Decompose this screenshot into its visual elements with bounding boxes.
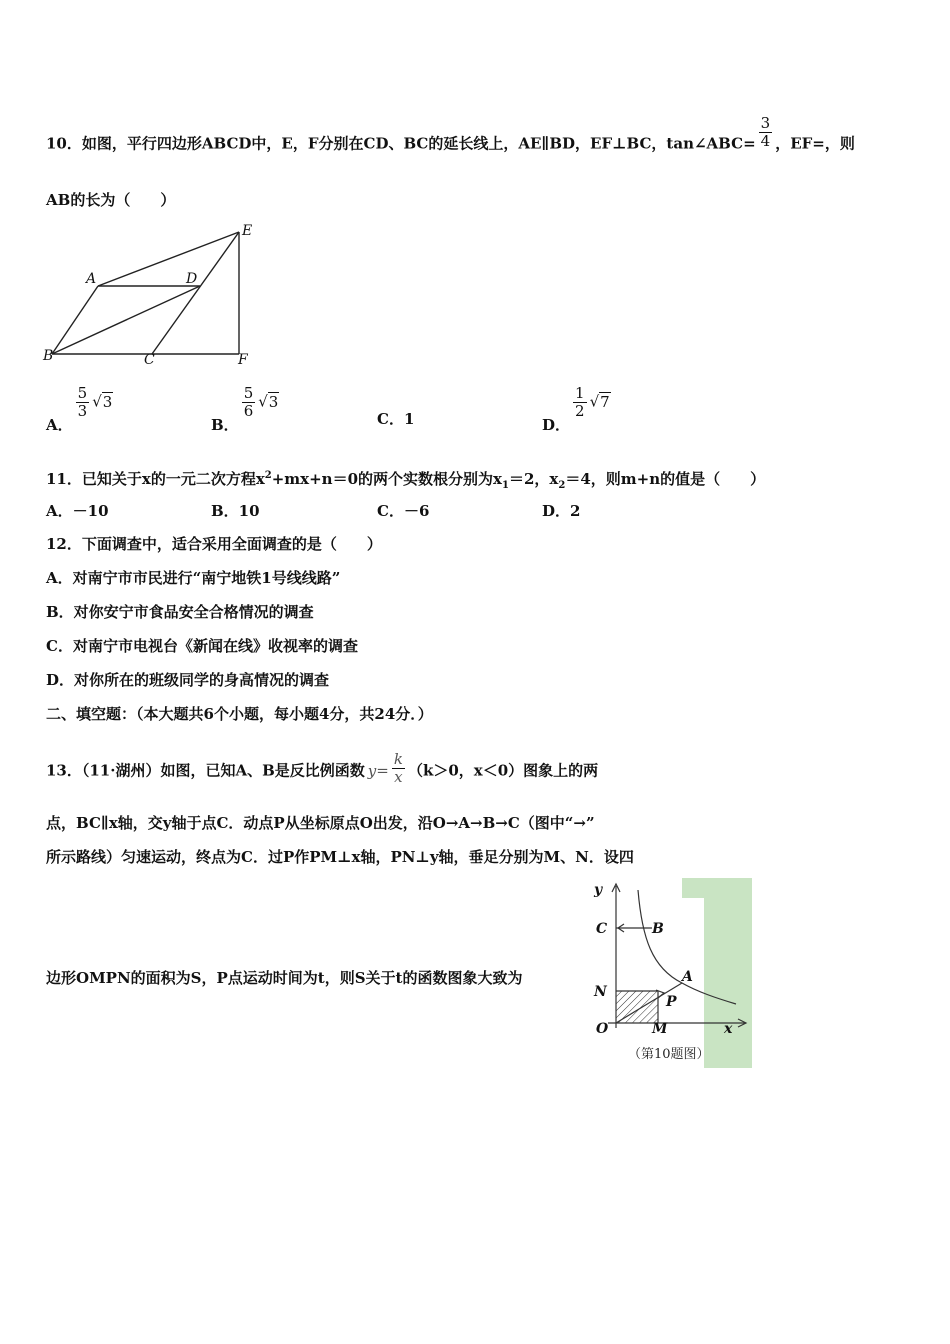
frac-num: 1 xyxy=(575,384,585,402)
section-2-heading: 二、填空题：（本大题共6个小题，每小题4分，共24分．） xyxy=(46,705,433,723)
graph-label-M: M xyxy=(652,1021,668,1037)
q13-stem-line4: 边形OMPN的面积为S，P点运动时间为t，则S关于t的函数图象大致为 xyxy=(46,969,523,987)
q10-text-a: 10．如图，平行四边形ABCD中，E，F分别在CD、BC的延长线上，AE∥BD，EF⊥BC，tan∠ABC= xyxy=(46,134,756,153)
option-label: C． xyxy=(377,410,404,428)
q10-tan-fraction xyxy=(759,115,773,150)
q12-option-c[interactable]: C．对南宁市电视台《新闻在线》收视率的调查 xyxy=(46,637,358,655)
q11-text-b: +mx+n＝0的两个实数根分别为x xyxy=(271,470,502,488)
func-den: x xyxy=(394,768,403,786)
q13-stem-line2: 点，BC∥x轴，交y轴于点C．动点P从坐标原点O出发，沿O→A→B→C（图中“→” xyxy=(46,814,595,832)
q11-text-c: ＝2，x xyxy=(508,470,559,488)
q10-option-a[interactable] xyxy=(46,384,113,434)
frac-den: 3 xyxy=(77,402,88,420)
graph-label-A: A xyxy=(682,969,693,985)
q11-option-d[interactable]: D．2 xyxy=(542,502,581,520)
q12-option-b[interactable]: B．对你安宁市食品安全合格情况的调查 xyxy=(46,603,314,621)
radicand: 3 xyxy=(268,392,279,411)
radicand: 7 xyxy=(600,392,610,411)
q13-text-a: 13．（11·湖州）如图，已知A、B是反比例函数 xyxy=(46,761,365,780)
label-F: F xyxy=(238,352,248,368)
q10-text-b: ，EF=，则 xyxy=(775,134,855,153)
q10-frac-den: 4 xyxy=(760,132,771,150)
shaded-rect-OMPN xyxy=(616,991,658,1023)
q11-sub1: 1 xyxy=(501,480,509,491)
q13-func-eq: = xyxy=(376,761,389,780)
q12-stem: 12．下面调查中，适合采用全面调查的是（ ） xyxy=(46,535,382,553)
q11-text-d: ＝4，则m+n的值是（ ） xyxy=(565,470,766,488)
radicand: 3 xyxy=(102,392,113,411)
func-num: k xyxy=(393,750,403,768)
label-C: C xyxy=(144,352,155,368)
figure-green-top xyxy=(682,878,752,898)
option-fraction xyxy=(242,385,256,420)
q10-parallelogram-figure xyxy=(40,220,270,370)
q13-hyperbola-figure xyxy=(586,878,752,1068)
frac-den: 2 xyxy=(575,402,585,420)
q10-stem-line2: AB的长为（ ） xyxy=(46,191,176,209)
option-fraction xyxy=(76,385,90,420)
graph-label-C: C xyxy=(596,921,608,937)
q10-option-b[interactable] xyxy=(211,384,279,434)
label-A: A xyxy=(86,271,97,287)
sqrt-expression: √7 xyxy=(589,392,610,411)
frac-num: 5 xyxy=(77,384,88,402)
q11-option-c[interactable]: C．－6 xyxy=(377,502,430,520)
option-value: 1 xyxy=(403,410,415,428)
q11-sub2: 2 xyxy=(558,480,566,491)
q12-option-d[interactable]: D．对你所在的班级同学的身高情况的调查 xyxy=(46,671,330,689)
option-label: A． xyxy=(46,415,73,434)
graph-label-B: B xyxy=(652,921,664,937)
graph-label-y: y xyxy=(594,882,603,898)
q10-frac-num: 3 xyxy=(760,114,771,132)
q13-stem-line3: 所示路线）匀速运动，终点为C．过P作PM⊥x轴，PN⊥y轴，垂足分别为M、N．设四 xyxy=(46,848,634,866)
edge-CE xyxy=(152,232,239,354)
frac-den: 6 xyxy=(243,402,254,420)
q12-option-a[interactable]: A．对南宁市市民进行“南宁地铁1号线线路” xyxy=(46,569,341,587)
option-label: D． xyxy=(542,415,571,434)
graph-label-x: x xyxy=(724,1021,733,1037)
q10-stem-line1 xyxy=(46,114,855,162)
q11-option-b[interactable]: B．10 xyxy=(211,502,260,520)
graph-label-N: N xyxy=(594,984,607,1000)
sqrt-expression: √3 xyxy=(258,392,279,411)
frac-num: 5 xyxy=(243,384,254,402)
label-B: B xyxy=(43,348,54,364)
q11-text-a: 11．已知关于x的一元二次方程x xyxy=(46,470,265,488)
q13-func-y: y xyxy=(367,761,377,780)
q11-option-a[interactable]: A．－10 xyxy=(46,502,109,520)
q11-sup: 2 xyxy=(264,470,272,481)
sqrt-expression: √3 xyxy=(92,392,113,411)
option-fraction xyxy=(573,385,587,420)
q13-stem-line1 xyxy=(46,750,599,789)
option-label: B． xyxy=(211,415,239,434)
q13-text-b: （k＞0，x＜0）图象上的两 xyxy=(407,761,599,780)
figure-green-band xyxy=(704,878,752,1068)
q13-func-fraction xyxy=(392,751,405,786)
figure-caption: （第10题图） xyxy=(628,1047,710,1062)
graph-label-O: O xyxy=(596,1021,609,1037)
q10-option-c[interactable] xyxy=(377,408,414,429)
q10-option-d[interactable] xyxy=(542,384,611,434)
label-E: E xyxy=(242,223,253,239)
q11-stem xyxy=(46,466,765,496)
edge-AE xyxy=(98,232,239,286)
label-D: D xyxy=(186,271,198,287)
graph-label-P: P xyxy=(666,994,677,1010)
